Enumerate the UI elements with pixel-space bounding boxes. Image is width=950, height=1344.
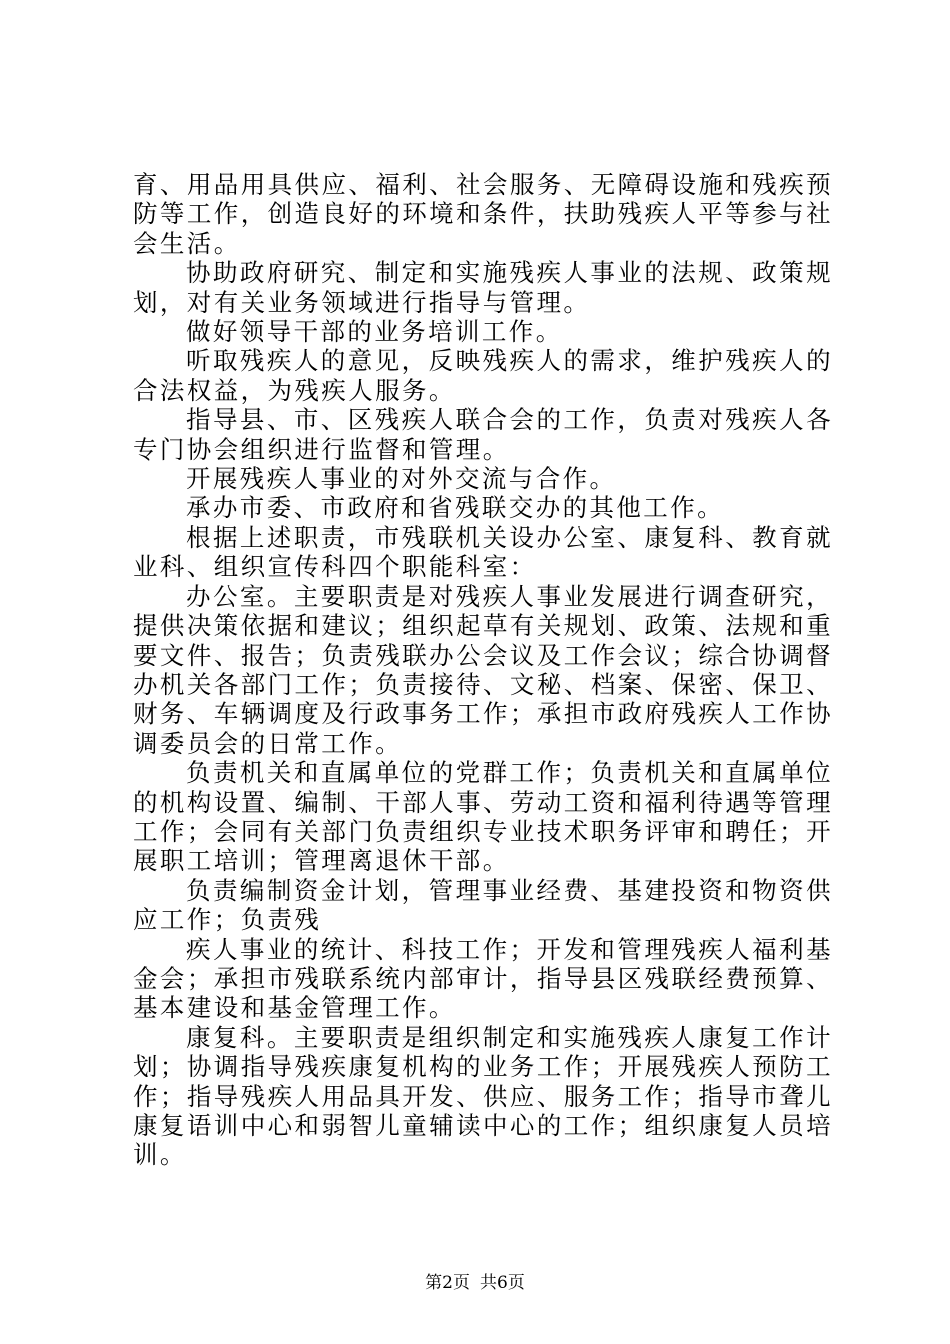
paragraph: 做好领导干部的业务培训工作。 (186, 317, 563, 347)
paragraph: 协助政府研究、制定和实施残疾人事业的法规、政策规划，对有关业务领域进行指导与管理。 (133, 258, 833, 317)
paragraph: 康复科。主要职责是组织制定和实施残疾人康复工作计划；协调指导残疾康复机构的业务工作；开展残疾人预防工作；指导残疾人用品具开发、供应、服务工作；指导市聋儿康复语训中心和弱智儿童辅读中心的工作；组织康复人员培训。 (133, 1022, 833, 1170)
paragraph: 负责机关和直属单位的党群工作；负责机关和直属单位的机构设置、编制、干部人事、劳动工资和福利待遇等管理工作；会同有关部门负责组织专业技术职务评审和聘任；开展职工培训；管理离退休干部。 (133, 758, 833, 876)
paragraph: 承办市委、市政府和省残联交办的其他工作。 (186, 493, 724, 523)
paragraph: 根据上述职责，市残联机关设办公室、康复科、教育就业科、组织宣传科四个职能科室： (133, 522, 833, 582)
paragraph: 指导县、市、区残疾人联合会的工作，负责对残疾人各专门协会组织进行监督和管理。 (133, 405, 833, 464)
paragraph: 负责编制资金计划，管理事业经费、基建投资和物资供应工作；负责残 (133, 875, 833, 935)
page-footer (0, 1268, 950, 1293)
document-body (133, 170, 833, 1170)
page-number: 第2页 (425, 1273, 470, 1293)
paragraph: 育、用品用具供应、福利、社会服务、无障碍设施和残疾预防等工作，创造良好的环境和条件，扶助残疾人平等参与社会生活。 (133, 170, 833, 258)
paragraph: 开展残疾人事业的对外交流与合作。 (186, 464, 617, 494)
paragraph: 疾人事业的统计、科技工作；开发和管理残疾人福利基金会；承担市残联系统内部审计，指导县区残联经费预算、基本建设和基金管理工作。 (133, 934, 833, 1023)
paragraph: 听取残疾人的意见，反映残疾人的需求，维护残疾人的合法权益，为残疾人服务。 (133, 346, 833, 405)
paragraph: 办公室。主要职责是对残疾人事业发展进行调查研究，提供决策依据和建议；组织起草有关规划、政策、法规和重要文件、报告；负责残联办公会议及工作会议；综合协调督办机关各部门工作；负责接待、文秘、档案、保密、保卫、财务、车辆调度及行政事务工作；承担市政府残疾人工作协调委员会的日常工作。 (133, 581, 833, 758)
page-total: 共6页 (480, 1273, 525, 1293)
